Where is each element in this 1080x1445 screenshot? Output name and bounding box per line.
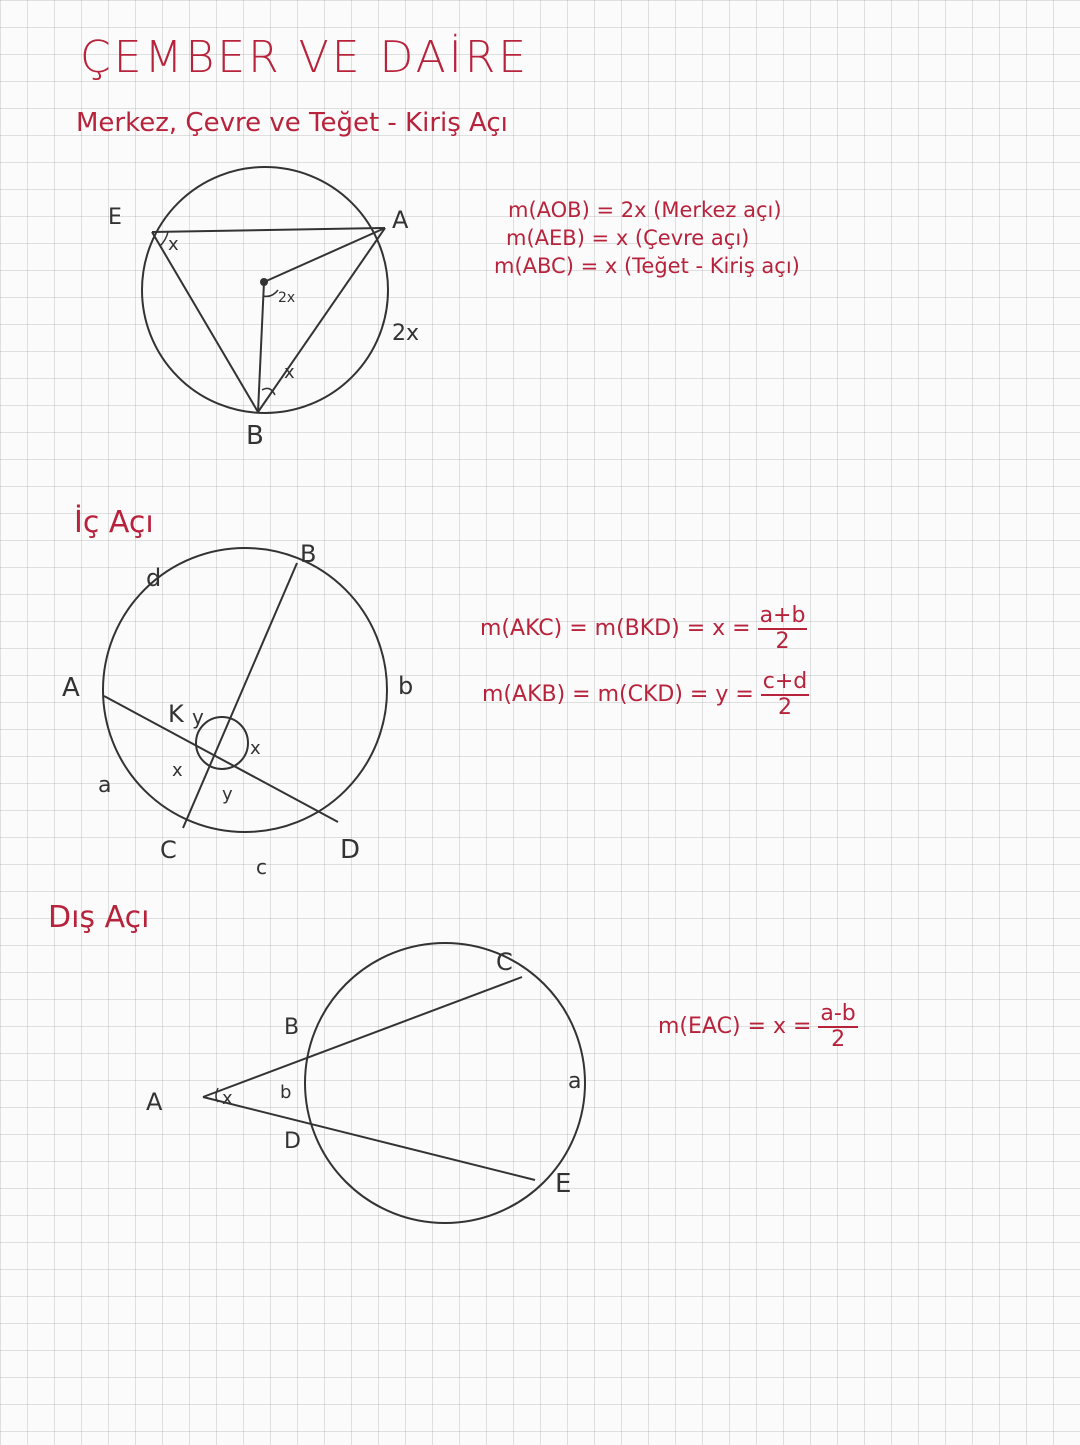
label-E3: E — [555, 1169, 572, 1199]
fraction-numerator: a+b — [758, 604, 808, 630]
heading-inner-angle: İç Açı — [74, 505, 154, 540]
label-C2: C — [160, 836, 177, 864]
label-A3: A — [146, 1088, 163, 1116]
label-C3: C — [496, 948, 513, 976]
label-B: B — [246, 421, 264, 451]
label-c: c — [256, 855, 267, 879]
fraction-a-minus-b — [818, 1002, 857, 1052]
formula-outer-angle — [658, 1002, 858, 1052]
formula-tangent-chord-angle: m(ABC) = x (Teğet - Kiriş açı) — [494, 254, 800, 278]
fraction-denominator: 2 — [831, 1027, 846, 1053]
formula-inner-angle-x-lhs: m(AKC) = m(BKD) = x = — [480, 616, 758, 642]
label-D2: D — [340, 835, 361, 865]
label-b3: b — [280, 1082, 292, 1103]
label-x3: x — [222, 1088, 233, 1109]
page-subtitle: Merkez, Çevre ve Teğet - Kiriş Açı — [76, 108, 508, 138]
label-d: d — [146, 564, 162, 592]
circle-3 — [305, 943, 585, 1223]
secant-AC — [203, 977, 522, 1097]
label-b: b — [398, 672, 414, 700]
label-D3: D — [284, 1129, 301, 1154]
label-B3: B — [284, 1015, 300, 1040]
label-a3: a — [568, 1069, 582, 1094]
label-a: a — [98, 773, 112, 798]
formula-central-angle: m(AOB) = 2x (Merkez açı) — [508, 198, 782, 222]
fraction-denominator: 2 — [778, 695, 793, 721]
label-y-top: y — [192, 705, 204, 729]
label-B2: B — [300, 540, 317, 568]
label-y-bottom: y — [222, 784, 233, 805]
heading-outer-angle: Dış Açı — [48, 900, 150, 935]
fraction-numerator: a-b — [818, 1002, 857, 1028]
label-A: A — [392, 206, 409, 234]
secant-AE — [203, 1097, 535, 1180]
label-K: K — [168, 700, 184, 728]
label-x-left: x — [172, 760, 183, 781]
formula-inscribed-angle: m(AEB) = x (Çevre açı) — [506, 226, 750, 250]
label-x-right: x — [250, 738, 261, 759]
label-2x-arc: 2x — [392, 321, 420, 346]
label-x-E: x — [168, 234, 179, 255]
label-2x-center: 2x — [278, 290, 296, 306]
fraction-numerator: c+d — [761, 670, 810, 696]
formula-inner-angle-y-lhs: m(AKB) = m(CKD) = y = — [482, 682, 761, 708]
label-A2: A — [62, 673, 80, 703]
fraction-denominator: 2 — [775, 629, 790, 655]
label-E: E — [108, 205, 122, 230]
label-x-B: x — [284, 362, 295, 383]
formula-outer-angle-lhs: m(EAC) = x = — [658, 1014, 819, 1040]
page-title: ÇEMBER VE DAİRE — [80, 32, 530, 83]
